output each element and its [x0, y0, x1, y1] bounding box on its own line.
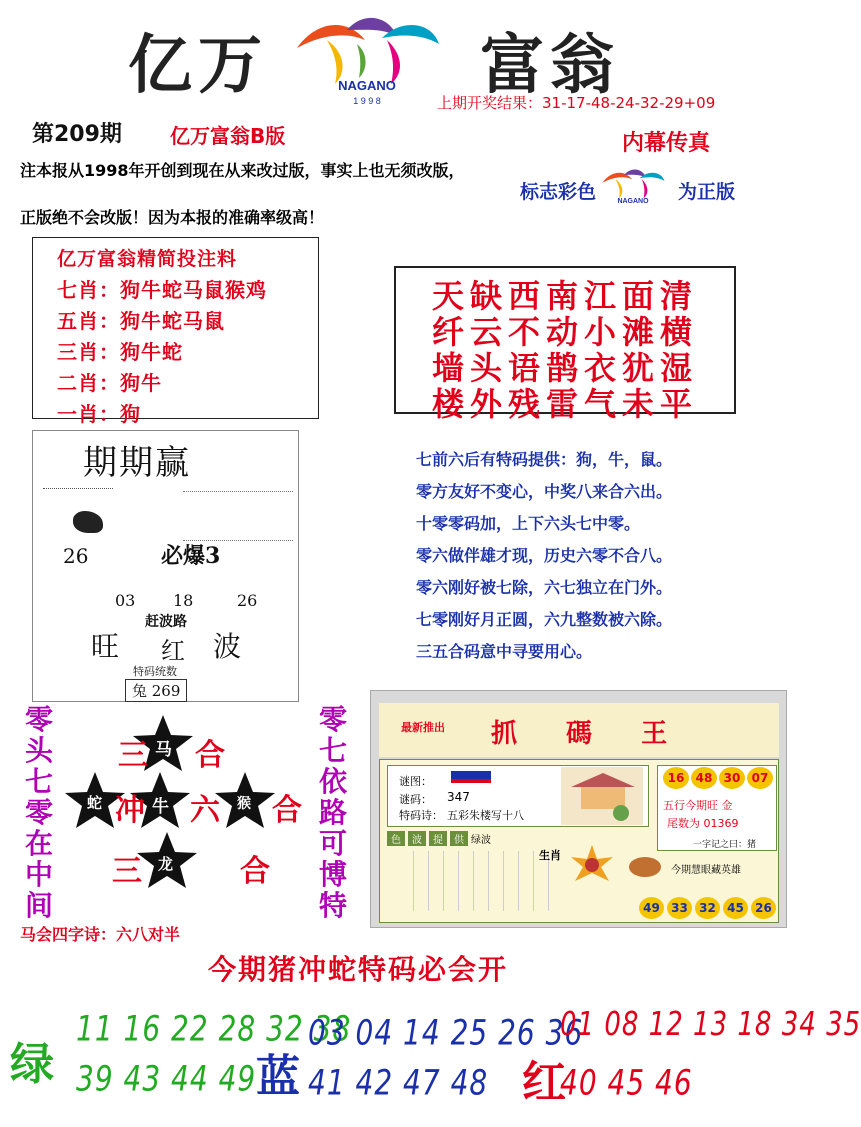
notice-line-2: 正版绝不会改版！因为本报的准确率级高！ [20, 208, 325, 227]
star-text: 冲 [115, 793, 145, 828]
poem-line: 天缺西南江面清 [431, 277, 698, 315]
number-ball: 26 [751, 897, 776, 919]
scan-num: 26 [63, 544, 89, 568]
scan-num: 26 [237, 591, 258, 610]
edition-label: 亿万富翁B版 [170, 124, 286, 148]
star-label: 蛇 [87, 794, 103, 812]
picks-line: 二肖：狗牛 [57, 371, 162, 395]
number-ball: 16 [663, 767, 689, 789]
scanned-clipping [32, 430, 299, 702]
star-text: 合 [195, 738, 225, 773]
poem-line: 墙头语鹊衣犹湿 [431, 349, 698, 387]
star-text: 合 [240, 854, 270, 889]
blue-text-block [416, 444, 672, 668]
flag-icon [451, 771, 491, 783]
number-ball: 45 [723, 897, 748, 919]
star-label: 牛 [152, 797, 169, 817]
blue-label: 蓝 [256, 1051, 300, 1102]
scan-bo: 波 [213, 630, 242, 663]
star-text: 三 [112, 854, 142, 889]
star-label: 龙 [158, 855, 174, 873]
poem-value: 五彩朱楼写十八 [447, 809, 524, 822]
nagano-logo [287, 10, 447, 110]
zhuama-panel [370, 690, 787, 928]
number-ball: 49 [639, 897, 664, 919]
jinqi: 今期慧眼藏英雄 [671, 865, 741, 876]
star-text: 六 [190, 793, 220, 828]
scan-rabbit: 兔 269 [125, 679, 187, 702]
scan-bao: 必爆3 [161, 543, 221, 569]
notice-line-1: 注本报从1998年开创到现在从来改过版，事实上也无须改版， [20, 161, 465, 180]
scan-hong: 红 [161, 637, 185, 665]
picks-title: 亿万富翁精简投注料 [57, 248, 238, 270]
poem-label: 特码诗： [399, 809, 443, 822]
blue-numbers-row1: 03 04 14 25 26 36 [308, 1012, 584, 1054]
number-ball: 48 [691, 767, 717, 789]
blue-line: 七零刚好月正圆，六九整数被六除。 [416, 610, 673, 629]
green-numbers-row1: 11 16 22 28 32 38 [76, 1008, 352, 1050]
blue-line: 十零零码加，上下六头七中零。 [416, 514, 641, 533]
red-numbers-row1: 01 08 12 13 18 34 35 [560, 1006, 861, 1044]
star-text: 三 [118, 738, 148, 773]
issue-number: 第209期 [32, 122, 122, 147]
blue-line: 零六做伴雄才现，历史六零不合八。 [416, 546, 673, 565]
red-label: 红 [522, 1057, 566, 1108]
fax-title: 内幕传真 [622, 131, 711, 156]
picks-box [32, 237, 319, 426]
color-tags: 色 波 提 供 绿波 [387, 831, 491, 846]
scan-wang: 旺 [91, 630, 120, 663]
scan-road: 赶波路 [145, 614, 187, 630]
scan-num: 18 [173, 591, 194, 610]
blue-numbers-row2: 41 42 47 48 [308, 1062, 489, 1104]
zhuama-badge: 最新推出 [401, 721, 445, 734]
number-ball: 32 [695, 897, 720, 919]
mystery-label: 谜图： [399, 775, 432, 788]
yiziji: 一字记之曰：猪 [693, 840, 757, 850]
green-numbers-row2: 39 43 44 49 [76, 1058, 257, 1100]
svg-text:NAGANO: NAGANO [617, 197, 649, 205]
star-text: 合 [272, 793, 302, 828]
left-vertical-text: 零 头 七 零 在 中 间 [24, 703, 53, 922]
blue-line: 零方友好不变心，中奖八来合六出。 [416, 482, 673, 501]
green-label: 绿 [10, 1039, 54, 1090]
top-balls [663, 767, 773, 789]
headline: 今期猪冲蛇特码必会开 [208, 953, 509, 986]
star-label: 马 [155, 740, 172, 760]
poem-box [394, 266, 736, 423]
number-ball: 30 [719, 767, 745, 789]
blue-line: 七前六后有特码提供：狗，牛，鼠。 [416, 450, 673, 469]
badge-left: 标志彩色 [520, 181, 597, 203]
pig-illustration [627, 853, 663, 879]
number-ball: 07 [747, 767, 773, 789]
shengxiao-label: 生肖 [539, 849, 561, 862]
logo-text: NAGANO [338, 78, 396, 93]
pavilion-illustration [561, 767, 643, 825]
title-left: 亿万 [128, 28, 268, 103]
nagano-logo-small [598, 158, 668, 218]
star-label: 猴 [237, 796, 251, 812]
scan-count: 特码统数 [133, 665, 177, 678]
logo-year: 1 9 9 8 [353, 96, 381, 106]
number-ball: 33 [667, 897, 692, 919]
wuxing: 五行今期旺 金 [663, 799, 733, 812]
code-value: 347 [447, 790, 470, 804]
red-numbers-row2: 40 45 46 [560, 1062, 693, 1104]
picks-line: 五肖：狗牛蛇马鼠 [57, 309, 225, 333]
picks-line: 三肖：狗牛蛇 [57, 340, 183, 364]
horse-poem: 马会四字诗：六八对半 [20, 925, 181, 944]
picks-line: 一肖：狗 [57, 402, 141, 426]
poem-line: 楼外残雷气未平 [431, 385, 698, 423]
blue-line: 三五合码意中寻要用心。 [416, 642, 593, 661]
picks-line: 七肖：狗牛蛇马鼠猴鸡 [57, 278, 267, 302]
badge-right: 为正版 [678, 181, 736, 203]
scan-figure-icon [73, 511, 103, 533]
poem-line: 纤云不动小滩横 [431, 313, 698, 351]
scan-title: 期期赢 [83, 443, 191, 483]
scan-num: 03 [115, 591, 136, 610]
zhuama-title: 抓 碼 王 [491, 719, 688, 749]
vertical-poem-block [399, 851, 549, 911]
right-vertical-text: 零 七 依 路 可 博 特 [318, 703, 347, 922]
last-result: 上期开奖结果：31-17-48-24-32-29+09 [437, 94, 716, 112]
bottom-balls [639, 897, 776, 919]
blue-line: 零六刚好被七除，六七独立在门外。 [416, 578, 673, 597]
rooster-illustration [567, 845, 617, 883]
tail-number: 尾数为 01369 [667, 817, 739, 830]
code-label: 谜码： [399, 793, 432, 806]
title-right: 富翁 [480, 28, 620, 103]
